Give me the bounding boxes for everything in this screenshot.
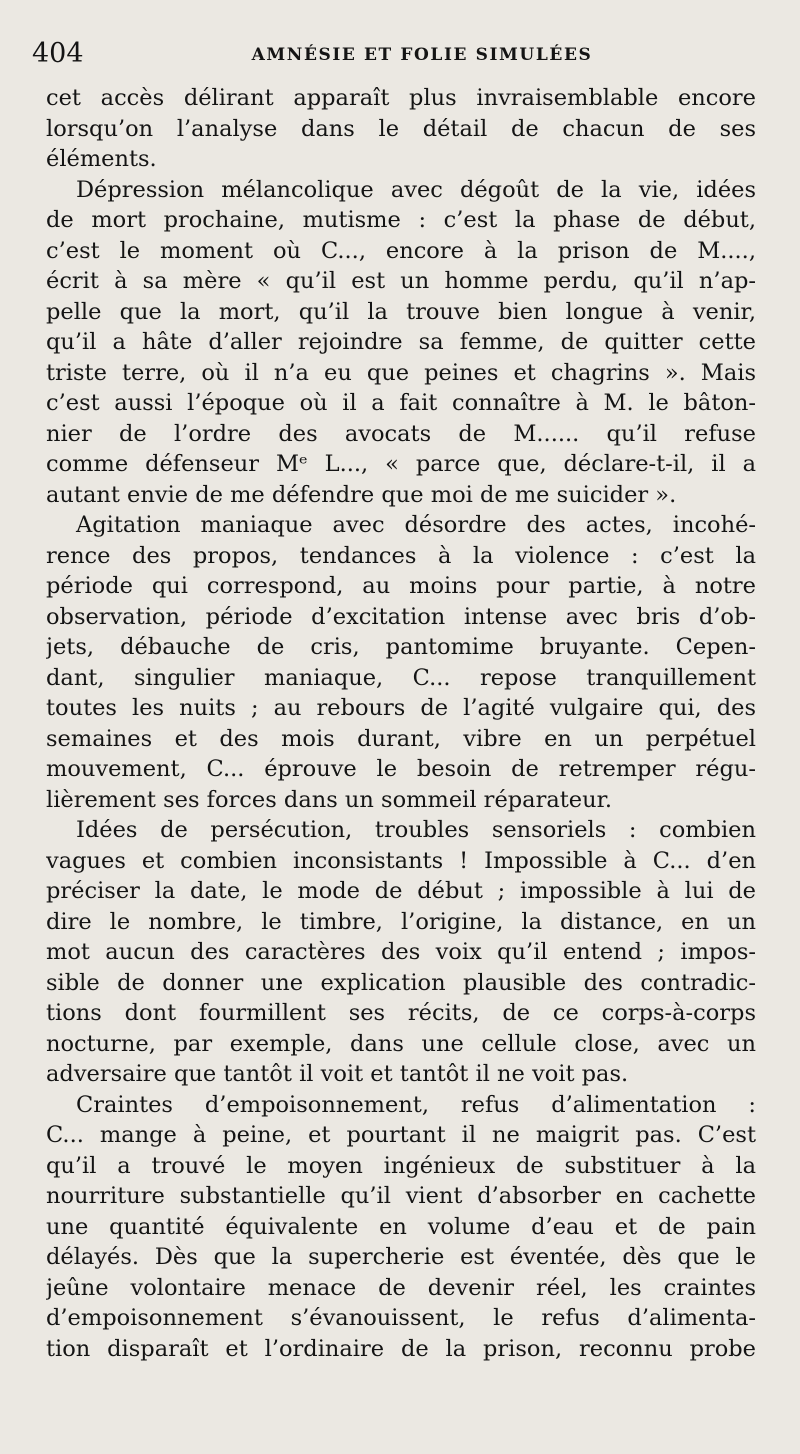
text-line: mouvement, C... éprouve le besoin de retremper régu- [46, 756, 756, 782]
text-line: adversaire que tantôt il voit et tantôt il ne voit pas. [46, 1061, 629, 1087]
text-line: sible de donner une explication plausible des contradic- [46, 969, 756, 996]
text-line: nier de l’ordre des avocats de M...... qu’il refuse [46, 420, 756, 447]
text-line: d’empoisonnement s’évanouissent, le refus d’alimenta- [46, 1305, 756, 1331]
text-line: délayés. Dès que la supercherie est éventée, dès que le [46, 1244, 756, 1270]
text-line: une quantité équivalente en volume d’eau et de pain [46, 1213, 756, 1240]
text-line: période qui correspond, au moins pour partie, à notre [46, 573, 756, 599]
text-line: dire le nombre, le timbre, l’origine, la distance, en un [46, 908, 756, 935]
text-line: toutes les nuits ; au rebours de l’agité vulgaire qui, des [46, 695, 756, 721]
text-line: c’est aussi l’époque où il a fait connaître à M. le bâton- [46, 390, 756, 416]
text-line: c’est le moment où C..., encore à la prison de M...., [46, 237, 756, 264]
text-line: dant, singulier maniaque, C... repose tranquillement [46, 664, 756, 691]
text-line: jets, débauche de cris, pantomime bruyante. Cepen- [46, 634, 756, 660]
running-title: AMNÉSIE ET FOLIE SIMULÉES [251, 45, 593, 65]
text-line: Idées de persécution, troubles sensoriels : combien [76, 817, 756, 843]
text-line: Dépression mélancolique avec dégoût de la vie, idées [76, 176, 756, 203]
text-line: lorsqu’on l’analyse dans le détail de chacun de ses [46, 115, 756, 142]
body-text [46, 83, 756, 1364]
text-line: nourriture substantielle qu’il vient d’absorber en cachette [46, 1183, 756, 1209]
text-line: jeûne volontaire menace de devenir réel, les craintes [46, 1274, 756, 1301]
text-line: préciser la date, le mode de début ; impossible à lui de [46, 878, 756, 904]
text-line: mot aucun des caractères des voix qu’il entend ; impos- [46, 939, 756, 965]
text-line: vagues et combien inconsistants ! Impossible à C... d’en [46, 847, 756, 874]
text-line: lièrement ses forces dans un sommeil réparateur. [46, 786, 613, 813]
text-line: semaines et des mois durant, vibre en un perpétuel [46, 725, 756, 752]
text-line: observation, période d’excitation intense avec bris d’ob- [46, 603, 756, 630]
text-line: C... mange à peine, et pourtant il ne maigrit pas. C’est [46, 1122, 756, 1148]
text-line: qu’il a hâte d’aller rejoindre sa femme, de quitter cette [46, 329, 756, 355]
text-line: qu’il a trouvé le moyen ingénieux de substituer à la [46, 1152, 756, 1179]
text-line: comme défenseur Mᵉ L..., « parce que, déclare-t-il, il a [46, 451, 756, 477]
text-line: pelle que la mort, qu’il la trouve bien longue à venir, [46, 298, 756, 325]
text-line: rence des propos, tendances à la violence : c’est la [46, 542, 756, 569]
text-line: Craintes d’empoisonnement, refus d’alimentation : [76, 1091, 756, 1118]
page-header [32, 36, 772, 72]
text-line: autant envie de me défendre que moi de me suicider ». [46, 481, 677, 508]
text-line: Agitation maniaque avec désordre des actes, incohé- [76, 512, 756, 538]
text-line: tion disparaît et l’ordinaire de la prison, reconnu probe [46, 1335, 756, 1362]
text-line: de mort prochaine, mutisme : c’est la phase de début, [46, 207, 756, 233]
text-line: tions dont fourmillent ses récits, de ce corps-à-corps [46, 1000, 756, 1026]
text-line: éléments. [46, 146, 157, 172]
page-number: 404 [32, 38, 84, 69]
text-line: écrit à sa mère « qu’il est un homme perdu, qu’il n’ap- [46, 268, 756, 294]
text-line: nocturne, par exemple, dans une cellule close, avec un [46, 1030, 756, 1057]
text-line: triste terre, où il n’a eu que peines et chagrins ». Mais [46, 359, 756, 386]
text-line: cet accès délirant apparaît plus invraisemblable encore [46, 85, 756, 111]
